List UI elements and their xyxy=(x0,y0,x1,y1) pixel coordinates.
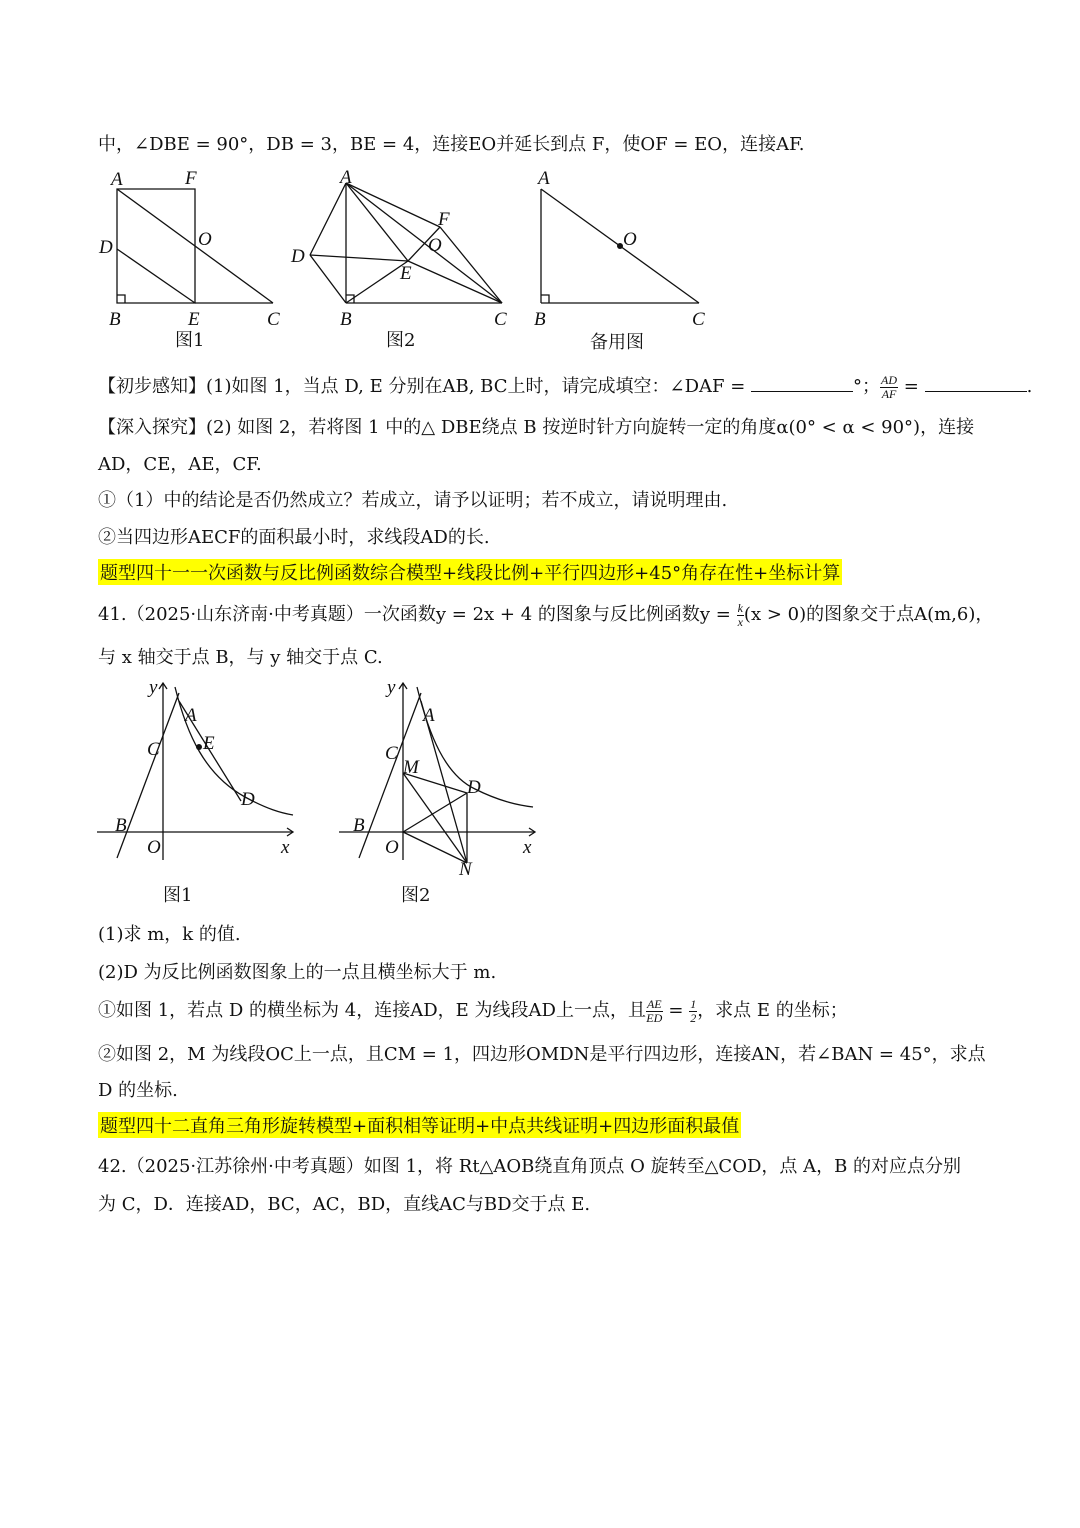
svg-text:B: B xyxy=(353,815,365,836)
svg-text:B: B xyxy=(115,815,127,836)
intro-line: 中，∠DBE = 90°，DB = 3，BE = 4，连接EO并延长到点 F，使OF = EO，连接AF. xyxy=(98,134,805,155)
heading-type-42: 题型四十二直角三角形旋转模型+面积相等证明+中点共线证明+四边形面积最值 xyxy=(98,1112,741,1138)
svg-text:F: F xyxy=(438,209,450,230)
q1-line: 【初步感知】(1)如图 1，当点 D, E 分别在AB, BC上时，请完成填空：∠DAF = °； $\frac{AD}{AF}$ = . xyxy=(98,372,1033,401)
svg-text:C: C xyxy=(147,739,160,760)
svg-text:y: y xyxy=(149,677,158,698)
segment-ac xyxy=(346,183,502,303)
p41-line2: 与 x 轴交于点 B，与 y 轴交于点 C. xyxy=(98,647,383,668)
svg-text:E: E xyxy=(203,733,215,754)
svg-text:N: N xyxy=(459,859,472,880)
svg-text:A: A xyxy=(111,169,123,190)
answer-blank-ratio[interactable] xyxy=(925,377,1027,392)
figure-40-1 xyxy=(95,165,295,355)
caption-fig-41-2: 图2 xyxy=(401,885,431,906)
svg-text:B: B xyxy=(340,309,352,330)
svg-text:B: B xyxy=(534,309,546,330)
caption-fig-41-1: 图1 xyxy=(163,885,193,906)
svg-text:y: y xyxy=(387,677,396,698)
segment-de xyxy=(117,249,195,303)
caption-fig-40-2: 图2 xyxy=(386,330,416,351)
caption-fig-40-1: 图1 xyxy=(175,330,205,351)
svg-text:A: A xyxy=(340,167,352,188)
heading-type-41: 题型四十一一次函数与反比例函数综合模型+线段比例+平行四边形+45°角存在性+坐标计算 xyxy=(98,559,842,585)
svg-text:M: M xyxy=(403,757,419,778)
p41-q2-1: ①如图 1，若点 D 的横坐标为 4，连接AD，E 为线段AD上一点，且 $\frac{AE}{ED}$ = $\frac{1}{2}$ ，求点 E 的坐标； xyxy=(98,996,848,1025)
svg-text:D: D xyxy=(467,777,481,798)
fraction-ad-af: $\frac{AD}{AF}$ xyxy=(881,372,898,401)
fraction-ae-ed: $\frac{AE}{ED}$ xyxy=(646,996,663,1025)
right-angle-mark xyxy=(117,295,125,303)
svg-text:F: F xyxy=(185,168,197,189)
svg-text:x: x xyxy=(281,837,290,858)
p42-line1: 42.（2025·江苏徐州·中考真题）如图 1，将 Rt△AOB绕直角顶点 O 旋转至△COD，点 A，B 的对应点分别 xyxy=(98,1156,962,1177)
q2-line2: AD，CE，AE，CF. xyxy=(98,454,262,475)
svg-text:D: D xyxy=(291,246,305,267)
q2-line1: 【深入探究】(2) 如图 2，若将图 1 中的△ DBE绕点 B 按逆时针方向旋转一定的角度α(0° < α < 90°)，连接 xyxy=(98,417,975,438)
svg-text:x: x xyxy=(523,837,532,858)
svg-text:E: E xyxy=(188,309,200,330)
svg-text:C: C xyxy=(267,309,280,330)
p41-q1: (1)求 m，k 的值. xyxy=(98,924,241,945)
svg-text:C: C xyxy=(494,309,507,330)
p41-q2-2a: ②如图 2，M 为线段OC上一点，且CM = 1，四边形OMDN是平行四边形，连接AN，若∠BAN = 45°，求点 xyxy=(98,1044,986,1065)
svg-text:E: E xyxy=(400,263,412,284)
svg-text:O: O xyxy=(623,229,637,250)
svg-text:B: B xyxy=(109,309,121,330)
svg-text:A: A xyxy=(423,705,435,726)
svg-text:C: C xyxy=(385,743,398,764)
right-angle-mark xyxy=(541,295,549,303)
svg-text:O: O xyxy=(198,229,212,250)
caption-fig-40-spare: 备用图 xyxy=(590,332,644,353)
svg-text:D: D xyxy=(241,789,255,810)
figure-40-spare xyxy=(530,165,730,360)
figure-41-2 xyxy=(335,675,545,910)
p41-q2: (2)D 为反比例函数图象上的一点且横坐标大于 m. xyxy=(98,962,497,983)
p41-q2-2b: D 的坐标. xyxy=(98,1080,178,1101)
figure-41-1 xyxy=(95,675,305,910)
fraction-k-x: $\frac{k}{x}$ xyxy=(737,600,743,629)
svg-text:D: D xyxy=(99,237,113,258)
svg-text:A: A xyxy=(185,705,197,726)
svg-text:O: O xyxy=(428,235,442,256)
q2-sub1: ①（1）中的结论是否仍然成立？若成立，请予以证明；若不成立，请说明理由. xyxy=(98,490,728,511)
svg-text:O: O xyxy=(147,837,161,858)
svg-text:A: A xyxy=(538,168,550,189)
svg-text:C: C xyxy=(692,309,705,330)
figure-40-2 xyxy=(288,165,528,355)
p41-line1: 41.（2025·山东济南·中考真题）一次函数y = 2x + 4 的图象与反比例函数y = $\frac{k}{x}$ (x > 0)的图象交于点A(m,6)， xyxy=(98,600,994,629)
q2-sub2: ②当四边形AECF的面积最小时，求线段AD的长. xyxy=(98,527,490,548)
svg-text:O: O xyxy=(385,837,399,858)
p42-line2: 为 C，D．连接AD，BC，AC，BD，直线AC与BD交于点 E. xyxy=(98,1194,591,1215)
segment-on xyxy=(403,832,467,863)
point-e xyxy=(196,744,202,750)
answer-blank-angle[interactable] xyxy=(751,377,853,392)
rect-abef xyxy=(117,189,195,303)
fraction-one-half: $\frac{1}{2}$ xyxy=(690,996,697,1025)
